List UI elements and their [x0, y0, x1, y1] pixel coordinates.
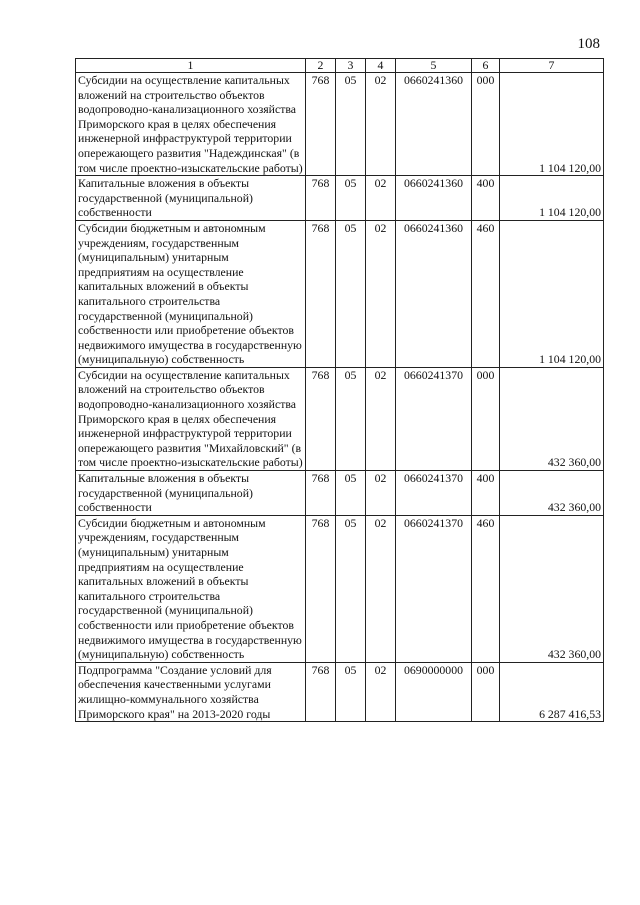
row-name: Капитальные вложения в объекты государственной (муниципальной) собственности [76, 471, 306, 516]
column-header: 2 [306, 59, 336, 73]
row-section-code: 05 [336, 220, 366, 367]
row-subsection-code: 02 [366, 471, 396, 516]
table-row [76, 220, 604, 367]
row-expense-type: 400 [472, 176, 500, 221]
row-target-code: 0660241360 [396, 73, 472, 176]
row-target-code: 0690000000 [396, 662, 472, 721]
row-section-code: 05 [336, 471, 366, 516]
row-ministry-code: 768 [306, 176, 336, 221]
row-target-code: 0660241370 [396, 471, 472, 516]
page-number: 108 [577, 36, 600, 52]
row-expense-type: 000 [472, 73, 500, 176]
row-ministry-code: 768 [306, 662, 336, 721]
row-section-code: 05 [336, 176, 366, 221]
row-amount: 432 360,00 [500, 367, 604, 470]
row-amount: 1 104 120,00 [500, 220, 604, 367]
column-header: 5 [396, 59, 472, 73]
row-amount: 1 104 120,00 [500, 176, 604, 221]
row-ministry-code: 768 [306, 73, 336, 176]
row-ministry-code: 768 [306, 367, 336, 470]
row-subsection-code: 02 [366, 176, 396, 221]
table-row [76, 515, 604, 662]
table-row [76, 662, 604, 721]
row-amount: 432 360,00 [500, 515, 604, 662]
row-section-code: 05 [336, 515, 366, 662]
row-subsection-code: 02 [366, 662, 396, 721]
row-ministry-code: 768 [306, 471, 336, 516]
row-name: Субсидии на осуществление капитальных вложений на строительство объектов водопроводно-канализационного хозяйства Приморского края в целях обеспечения инженерной инфраструктурой территории опережающего развития "Михайловский" (в том числе проектно-изыскательские работы) [76, 367, 306, 470]
row-subsection-code: 02 [366, 73, 396, 176]
column-header: 1 [76, 59, 306, 73]
row-subsection-code: 02 [366, 220, 396, 367]
row-target-code: 0660241360 [396, 220, 472, 367]
row-name: Субсидии бюджетным и автономным учреждениям, государственным (муниципальным) унитарным предприятиям на осуществление капитальных вложений в объекты капитального строительства государственной (муниципальной) собственности или приобретение объектов недвижимого имущества в государственную (муниципальную) собственность [76, 515, 306, 662]
row-subsection-code: 02 [366, 515, 396, 662]
row-subsection-code: 02 [366, 367, 396, 470]
budget-table [75, 58, 604, 722]
row-name: Подпрограмма "Создание условий для обеспечения качественными услугами жилищно-коммунального хозяйства Приморского края" на 2013-2020 годы [76, 662, 306, 721]
row-amount: 432 360,00 [500, 471, 604, 516]
column-header: 4 [366, 59, 396, 73]
row-target-code: 0660241370 [396, 367, 472, 470]
row-amount: 1 104 120,00 [500, 73, 604, 176]
column-header: 6 [472, 59, 500, 73]
row-expense-type: 400 [472, 471, 500, 516]
row-section-code: 05 [336, 367, 366, 470]
row-name: Субсидии на осуществление капитальных вложений на строительство объектов водопроводно-канализационного хозяйства Приморского края в целях обеспечения инженерной инфраструктурой территории опережающего развития "Надеждинская" (в том числе проектно-изыскательские работы) [76, 73, 306, 176]
table-row [76, 73, 604, 176]
row-target-code: 0660241360 [396, 176, 472, 221]
row-section-code: 05 [336, 73, 366, 176]
row-name: Субсидии бюджетным и автономным учреждениям, государственным (муниципальным) унитарным предприятиям на осуществление капитальных вложений в объекты капитального строительства государственной (муниципальной) собственности или приобретение объектов недвижимого имущества в государственную (муниципальную) собственность [76, 220, 306, 367]
row-name: Капитальные вложения в объекты государственной (муниципальной) собственности [76, 176, 306, 221]
row-target-code: 0660241370 [396, 515, 472, 662]
row-section-code: 05 [336, 662, 366, 721]
row-ministry-code: 768 [306, 515, 336, 662]
row-expense-type: 000 [472, 367, 500, 470]
table-row [76, 176, 604, 221]
row-expense-type: 000 [472, 662, 500, 721]
row-expense-type: 460 [472, 515, 500, 662]
row-ministry-code: 768 [306, 220, 336, 367]
column-header: 3 [336, 59, 366, 73]
row-amount: 6 287 416,53 [500, 662, 604, 721]
table-row [76, 367, 604, 470]
table-row [76, 471, 604, 516]
column-header: 7 [500, 59, 604, 73]
table-header-row [76, 59, 604, 73]
row-expense-type: 460 [472, 220, 500, 367]
